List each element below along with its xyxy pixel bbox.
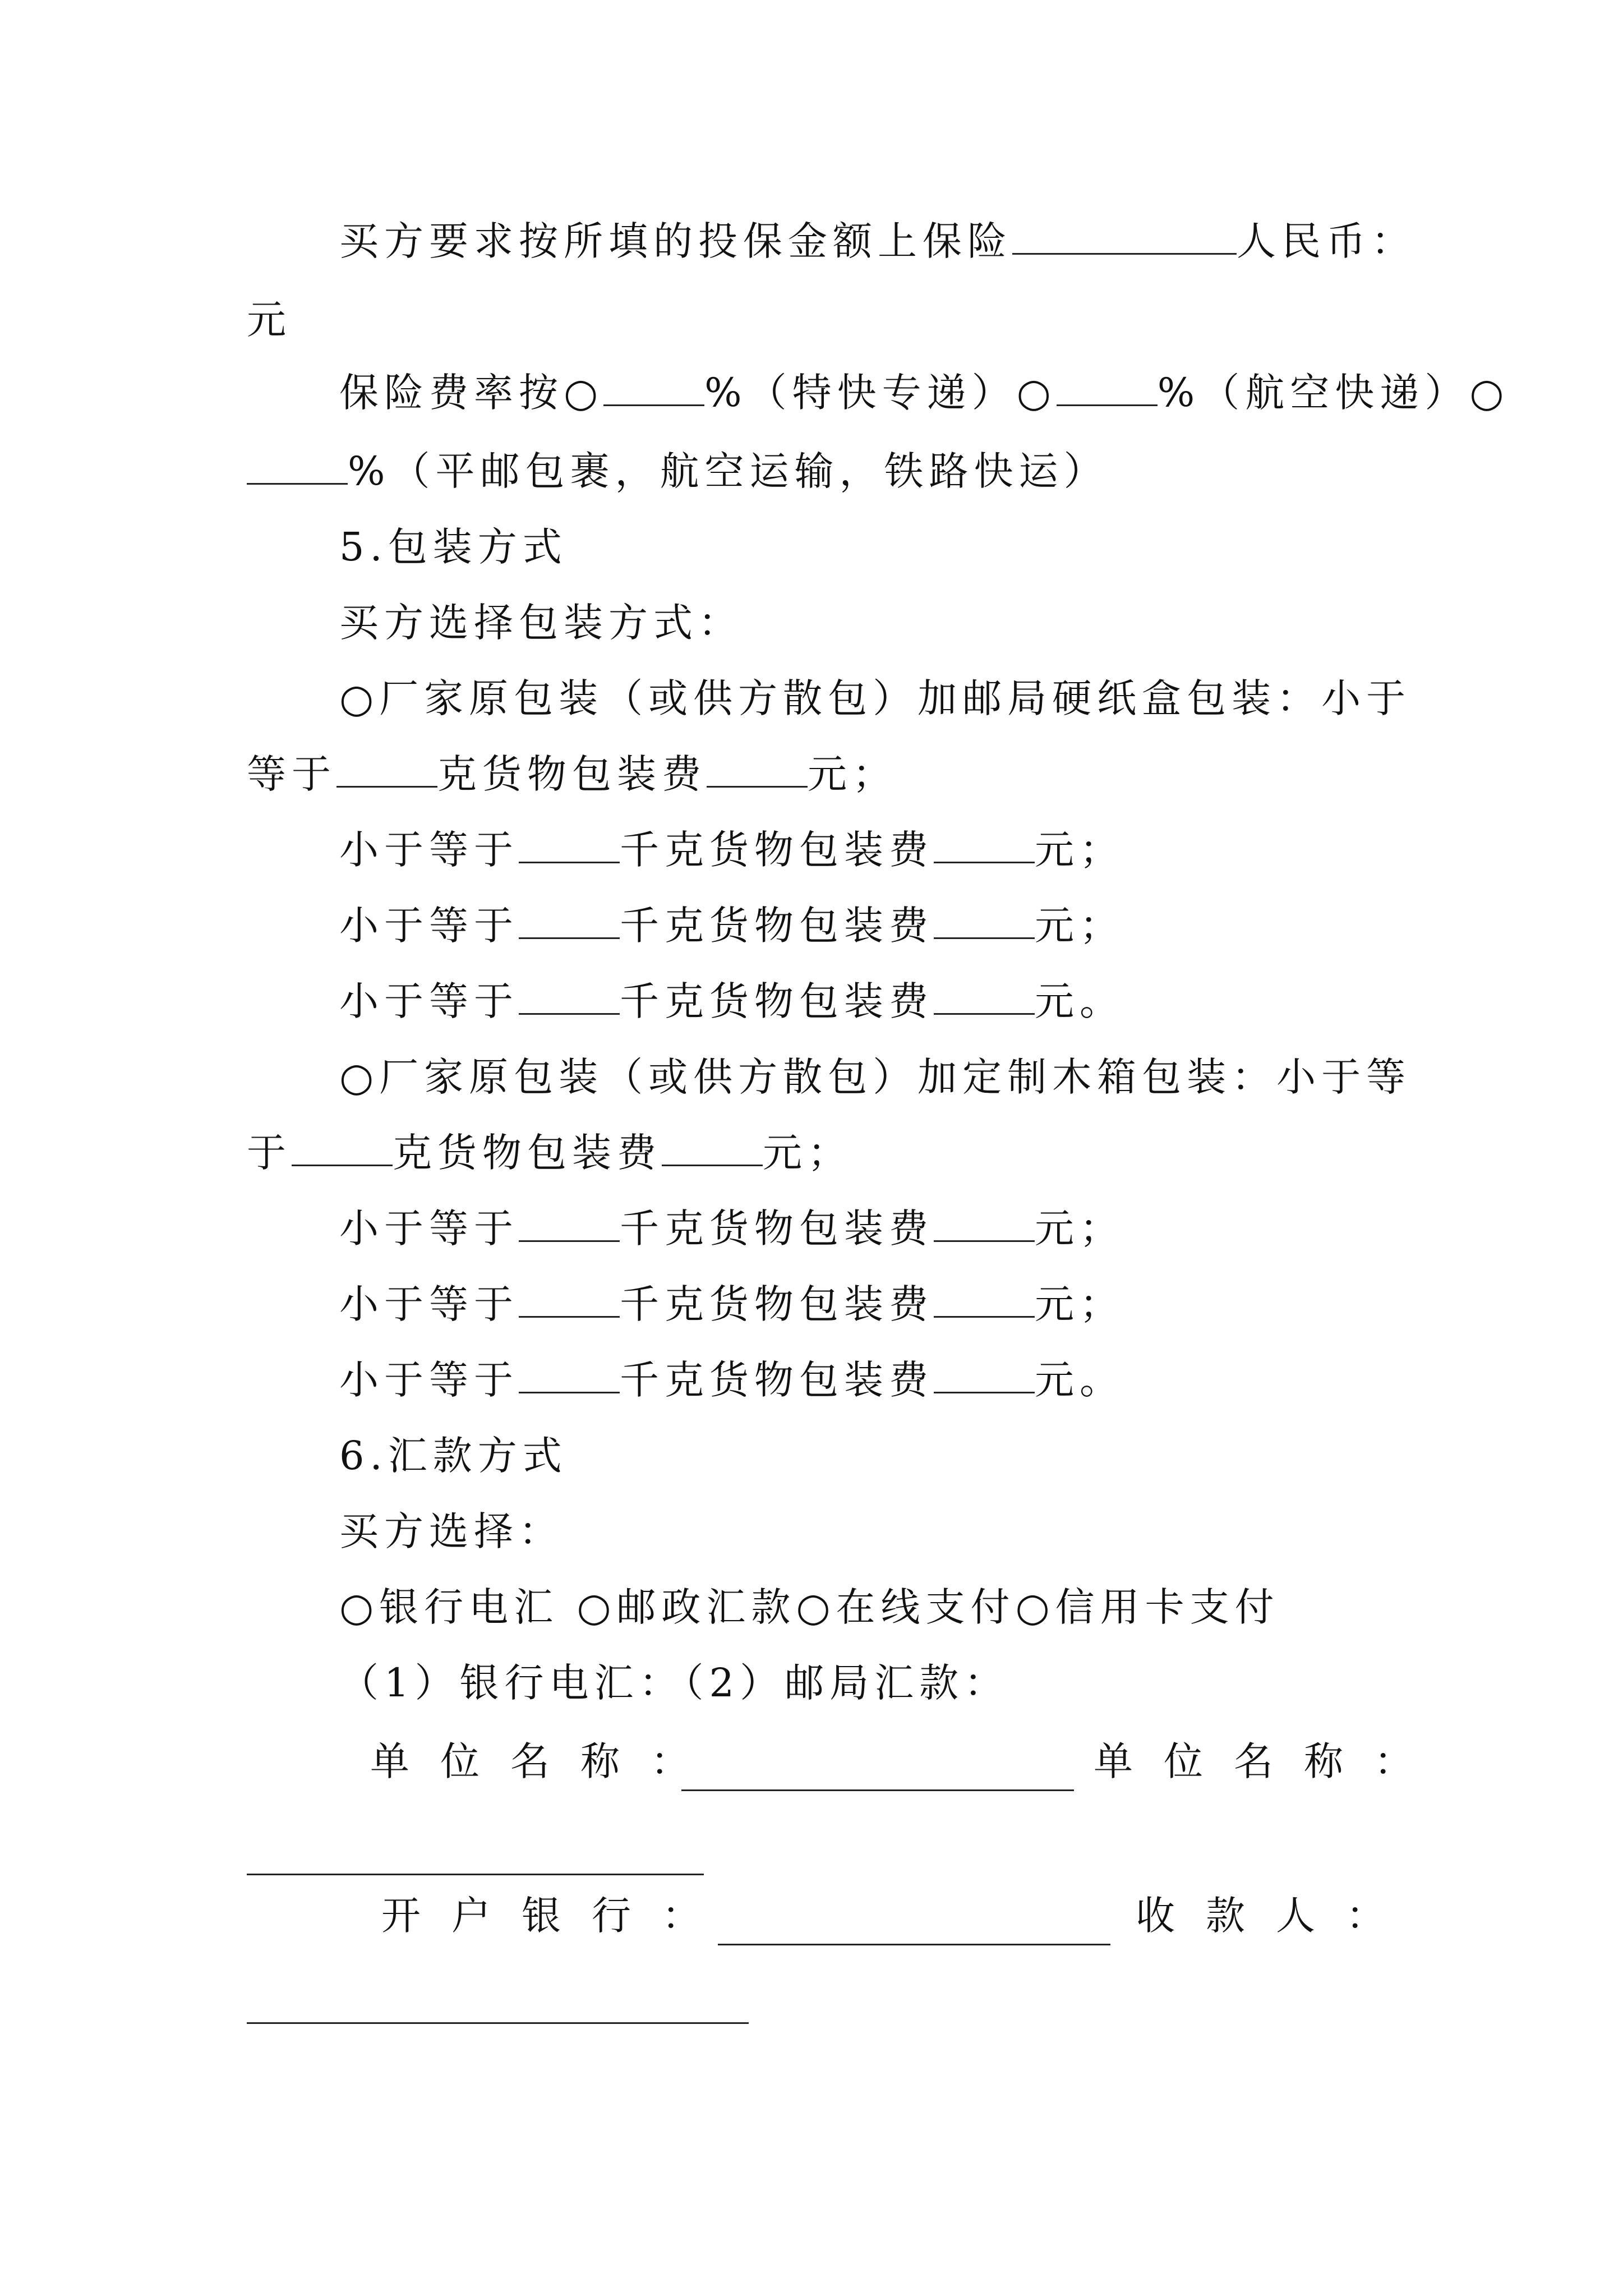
remittance-options: ○银行电汇 ○邮政汇款○在线支付○信用卡支付 xyxy=(339,1584,1280,1630)
remittance-sub-heading: （1）银行电汇：（2）邮局汇款： xyxy=(339,1660,1009,1706)
packaging-woodbox-tier: 小于等于 千克货物包装费 元； xyxy=(339,1200,1124,1257)
packaging-carton-gram-tier: 等于 克货物包装费 元； xyxy=(247,746,897,802)
insurance-line: 买方要求按所填的投保金额上保险 人民币： xyxy=(339,213,1416,269)
rate-blank-air xyxy=(1057,365,1158,406)
packaging-option-woodbox: ○厂家原包装（或供方散包）加定制木箱包装：小于等 xyxy=(339,1054,1412,1100)
remittance-intro: 买方选择： xyxy=(339,1508,564,1554)
rate-line: 保险费率按○ %（特快专递）○ %（航空快递）○ xyxy=(339,365,1509,421)
packaging-intro: 买方选择包装方式： xyxy=(339,600,743,646)
packaging-woodbox-tier: 小于等于 千克货物包装费 元； xyxy=(339,1276,1124,1332)
rate-blank-express xyxy=(603,365,704,406)
packaging-heading: 5.包装方式 xyxy=(339,524,568,570)
packaging-carton-tier: 小于等于 千克货物包装费 元； xyxy=(339,898,1124,954)
remittance-heading: 6.汇款方式 xyxy=(339,1433,568,1479)
packaging-option-carton: ○厂家原包装（或供方散包）加邮局硬纸盒包装：小于 xyxy=(339,675,1412,721)
payee-blank xyxy=(247,2022,749,2024)
unit-name-blank xyxy=(681,1789,1074,1791)
payee-row: 收款人： xyxy=(1136,1893,1416,1939)
packaging-woodbox-gram-tier: 于 克货物包装费 元； xyxy=(247,1125,852,1181)
packaging-woodbox-tier: 小于等于 千克货物包装费 元。 xyxy=(339,1352,1124,1408)
rate-blank-parcel xyxy=(247,444,348,485)
packaging-carton-tier: 小于等于 千克货物包装费 元； xyxy=(339,822,1124,878)
insurance-line-cont: 元 xyxy=(247,297,292,343)
unit-name-row: 单位名称： xyxy=(370,1738,721,1784)
bank-blank xyxy=(718,1944,1110,1945)
unit-name-blank-2 xyxy=(247,1874,704,1875)
rate-line-cont: %（平邮包裹，航空运输，铁路快运） xyxy=(247,443,1109,499)
bank-row: 开户银行： xyxy=(381,1893,732,1939)
insured-amount-blank xyxy=(1012,214,1237,255)
packaging-carton-tier: 小于等于 千克货物包装费 元。 xyxy=(339,973,1124,1029)
unit-name-row-2: 单位名称： xyxy=(1094,1738,1444,1784)
